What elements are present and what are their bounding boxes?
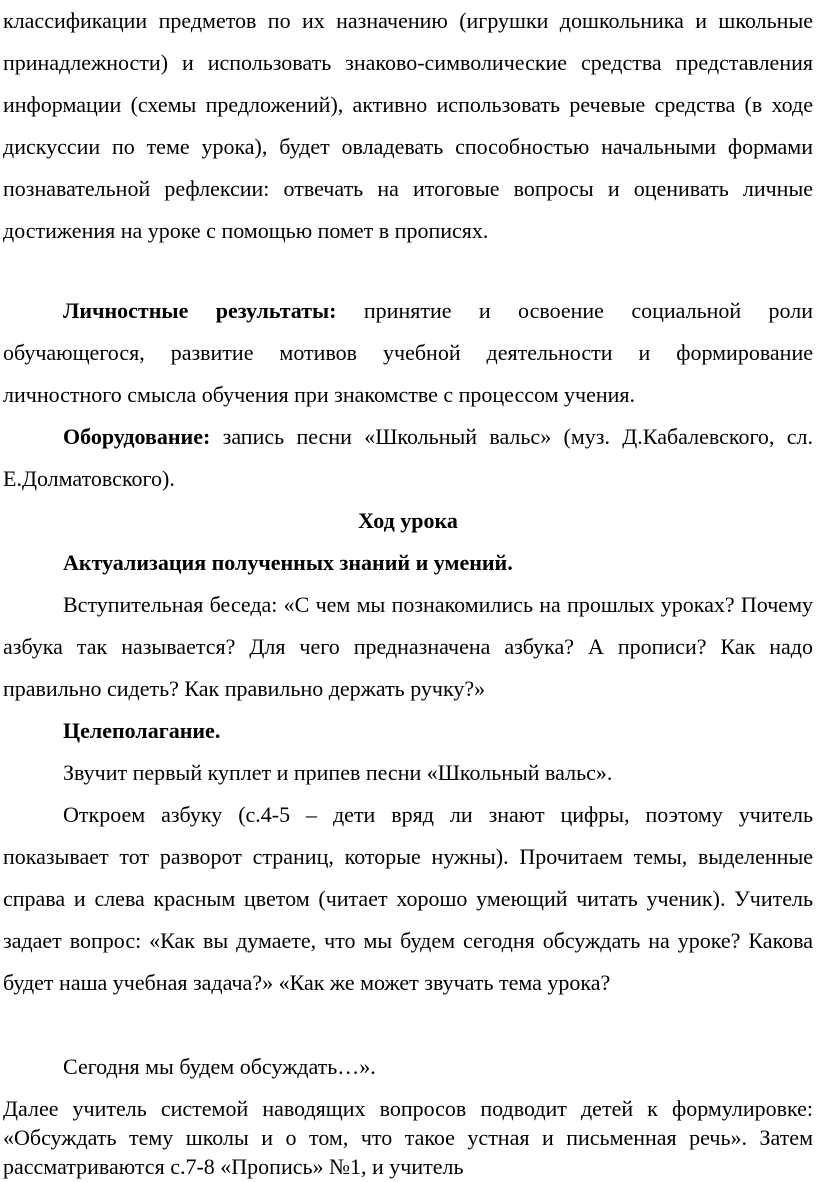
equipment-text: запись песни «Школьный вальс» (муз. Д.Кабалевского, сл. Е.Долматовского). — [3, 424, 813, 491]
personal-results-text: принятие и освоение социальной роли обучающегося, развитие мотивов учебной деятельности и формирование личностного смысла обучения при знакомстве с процессом учения. — [3, 298, 813, 407]
section-heading-actualization: Актуализация полученных знаний и умений. — [63, 550, 513, 575]
lesson-heading: Ход урока — [358, 508, 458, 533]
paragraph-equipment — [3, 416, 813, 500]
paragraph-intro: классификации предметов по их назначению (игрушки дошкольника и школьные принадлежности) и использовать знаково-символические средства представления информации (схемы предложений), активно использовать речевые средства (в ходе дискуссии по теме урока), будет овладевать способностью начальными формами познавательной рефлексии: отвечать на итоговые вопросы и оценивать личные достижения на уроке с помощью помет в прописях. — [3, 8, 813, 243]
equipment-label: Оборудование: — [63, 424, 211, 449]
paragraph-today: Сегодня мы будем обсуждать…». — [63, 1054, 376, 1079]
section-heading-goal-setting: Целеполагание. — [63, 718, 221, 743]
personal-results-label: Личностные результаты: — [63, 298, 337, 323]
paragraph-open-alphabet-book: Откроем азбуку (с.4-5 – дети вряд ли знают цифры, поэтому учитель показывает тот разворот страниц, которые нужны). Прочитаем темы, выделенные справа и слева красным цветом (читает хорошо умеющий читать ученик). Учитель задает вопрос: «Как вы думаете, что мы будем сегодня обсуждать на уроке? Какова будет наша учебная задача?» «Как же может звучать тема урока? — [3, 802, 813, 995]
paragraph-personal-results — [3, 290, 813, 416]
paragraph-song: Звучит первый куплет и припев песни «Школьный вальс». — [63, 760, 613, 785]
paragraph-introductory-talk: Вступительная беседа: «С чем мы познакомились на прошлых уроках? Почему азбука так называется? Для чего предназначена азбука? А прописи? Как надо правильно сидеть? Как правильно держать ручку?» — [3, 592, 813, 701]
paragraph-teacher-questions: Далее учитель системой наводящих вопросов подводит детей к формулировке: «Обсуждать тему школы и о том, что такое устная и письменная речь». Затем рассматриваются с.7-8 «Пропись» №1, и учитель — [3, 1096, 813, 1179]
